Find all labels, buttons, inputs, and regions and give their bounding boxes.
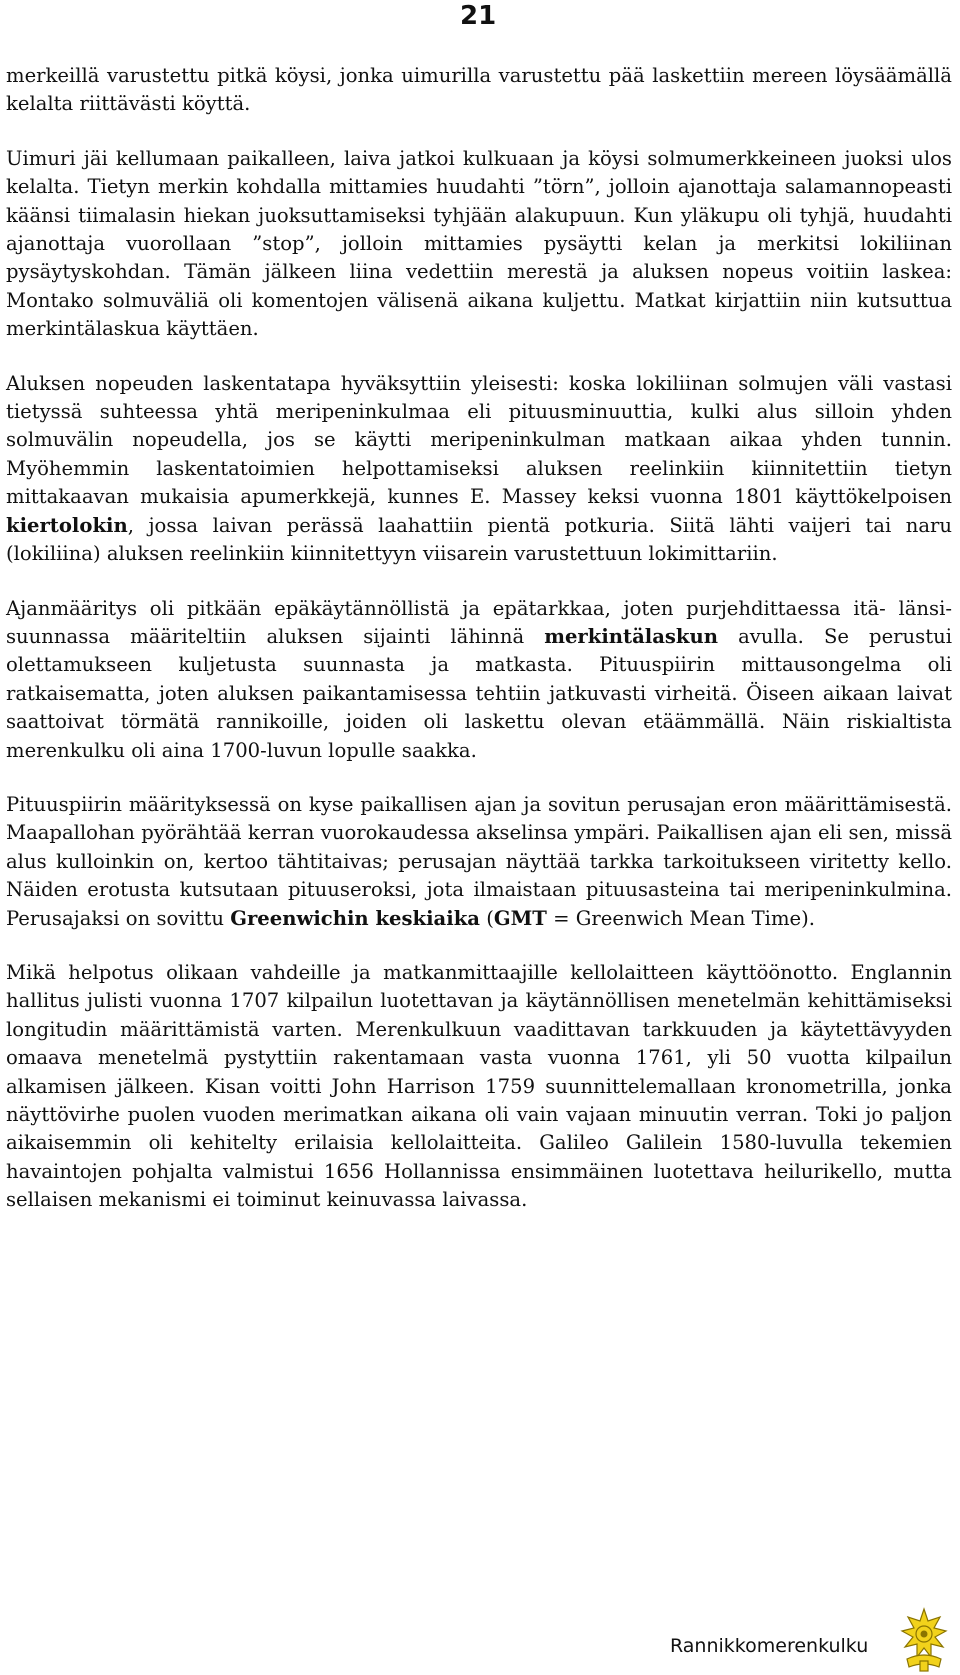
- text-run: , jossa laivan perässä laahattiin pientä potkuria. Siitä lähti vaijeri tai naru (lokiliina) aluksen reelinkiin kiinnitettyyn viisarein varustettuun lokimittariin.: [6, 513, 952, 566]
- paragraph: [6, 370, 952, 569]
- paragraph: [6, 959, 952, 1215]
- footer-title: Rannikkomerenkulku: [670, 1635, 869, 1657]
- coastal-emblem-icon: [893, 1607, 955, 1673]
- page-number: 21: [460, 1, 497, 31]
- text-run: (: [479, 906, 494, 930]
- text-run: avulla. Se perustui olettamukseen kuljetusta suunnasta ja matkasta. Pituuspiirin mittausongelma oli ratkaisematta, joten aluksen paikantamisessa tehtiin jatkuvasti virheitä. Öiseen aikaan laivat saattoivat törmätä rannikoille, joiden oli laskettu olevan etäämmällä. Näin riskialtista merenkulku oli aina 1700-luvun lopulle saakka.: [6, 624, 952, 762]
- bold-term: merkintälaskun: [544, 624, 719, 648]
- bold-term: GMT: [493, 906, 547, 930]
- paragraph: [6, 595, 952, 765]
- bold-term: Greenwichin keskiaika: [230, 906, 480, 930]
- body-text: [6, 62, 952, 1241]
- text-run: Aluksen nopeuden laskentatapa hyväksyttiin yleisesti: koska lokiliinan solmujen väli vastasi tietyssä suhteessa yhtä meripeninkulmaa eli pituusminuuttia, kulki alus silloin yhden solmuvälin nopeudella, jos se käytti meripeninkulman matkaan aikaa yhden tunnin. Myöhemmin laskentatoimien helpottamiseksi aluksen reelinkiin kiinnitettiin tietyn mittakaavan mukaisia apumerkkejä, kunnes E. Massey keksi vuonna 1801 käyttökelpoisen: [6, 371, 952, 509]
- text-run: Ajanmääritys oli pitkään epäkäytännöllistä ja epätarkkaa, joten purjehdittaessa itä- länsi-suunnassa määriteltiin aluksen sijainti lähinnä: [6, 596, 952, 648]
- bold-term: kiertolokin: [6, 513, 128, 537]
- text-run: = Greenwich Mean Time).: [546, 906, 815, 930]
- text-run: Pituuspiirin määrityksessä on kyse paikallisen ajan ja sovitun perusajan eron määrittämisestä. Maapallohan pyörähtää kerran vuorokaudessa akselinsa ympäri. Paikallisen ajan eli sen, missä alus kulloinkin on, kertoo tähtitaivas; perusajan näyttää tarkka tarkoitukseen viritetty kello. Näiden erotusta kutsutaan pituuseroksi, jota ilmaistaan pituusasteina tai meripeninkulmina. Perusajaksi on sovittu: [6, 792, 952, 930]
- text-run: merkeillä varustettu pitkä köysi, jonka uimurilla varustettu pää laskettiin mereen löysäämällä kelalta riittävästi köyttä.: [6, 64, 952, 116]
- paragraph: [6, 62, 952, 119]
- text-run: Uimuri jäi kellumaan paikalleen, laiva jatkoi kulkuaan ja köysi solmumerkkeineen juoksi ulos kelalta. Tietyn merkin kohdalla mittamies huudahti ”törn”, jolloin ajanottaja salamannopeasti käänsi tiimalasin hiekan juoksuttamiseksi tyhjään alakupuun. Kun yläkupu oli tyhjä, huudahti ajanottaja vuorollaan ”stop”, jolloin mittamies pysäytti kelan ja merkitsi lokiliinan pysäytyskohdan. Tämän jälkeen liina vedettiin merestä ja aluksen nopeus voitiin laskea: Montako solmuväliä oli komentojen välisenä aikana kuljettu. Matkat kirjattiin niin kutsuttua merkintälaskua käyttäen.: [6, 146, 952, 341]
- paragraph: [6, 145, 952, 344]
- paragraph: [6, 791, 952, 933]
- text-run: Mikä helpotus olikaan vahdeille ja matkanmittaajille kellolaitteen käyttöönotto. Englannin hallitus julisti vuonna 1707 kilpailun luotettavan ja käytännöllisen menetelmän kehittämiseksi longitudin määrittämistä varten. Merenkulkuun vaadittavan tarkkuuden ja käytettävyyden omaava menetelmä pystyttiin rakentamaan vasta vuonna 1761, yli 50 vuotta kilpailun alkamisen jälkeen. Kisan voitti John Harrison 1759 suunnittelemallaan kronometrilla, jonka näyttövirhe puolen vuoden merimatkan aikana oli vain vajaan minuutin verran. Toki jo paljon aikaisemmin oli kehitelty erilaisia kellolaitteita. Galileo Galilein 1580-luvulla tekemien havaintojen pohjalta valmistui 1656 Hollannissa ensimmäinen luotettava heilurikello, mutta sellaisen mekanismi ei toiminut keinuvassa laivassa.: [6, 960, 952, 1212]
